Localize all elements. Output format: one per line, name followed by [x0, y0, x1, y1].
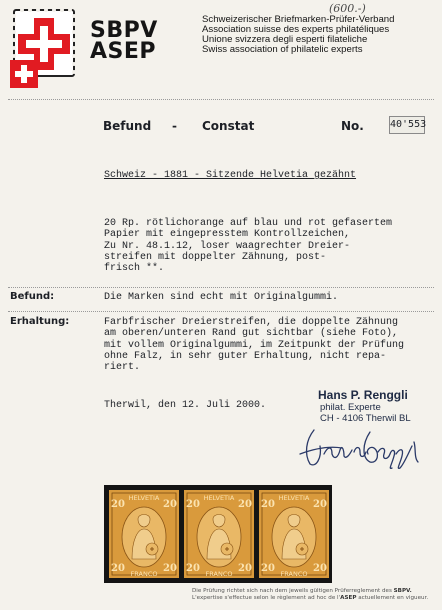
item-description: 20 Rp. rötlichorange auf blau und rot gefasertem Papier mit eingepresstem Kontrollzeichen, Zu Nr. 48.1.12, loser waagrechter Dreier- streifen mit doppelter Zähnung, post- frisch **.	[104, 218, 393, 275]
brand-asep: ASEP	[90, 39, 157, 64]
stamp-bottom-text: FRANCO	[130, 570, 158, 578]
association-it: Unione svizzera degli esperti filateliche	[202, 34, 368, 45]
heading-dash: -	[172, 119, 177, 133]
footer-line1-text: Die Prüfung richtet sich nach dem jeweils gültigen Prüferreglement des	[192, 588, 394, 594]
expert-title: philat. Experte	[320, 402, 381, 413]
stamp-bottom-text: FRANCO	[280, 570, 308, 578]
heading-befund: Befund	[103, 119, 152, 133]
association-names	[202, 15, 394, 55]
stamp-value: 20	[111, 499, 125, 510]
heading-constat: Constat	[202, 119, 255, 133]
brand-sbpv: SBPV	[90, 18, 158, 43]
association-en: Swiss association of philatelic experts	[202, 44, 363, 55]
association-de: Schweizerischer Briefmarken-Prüfer-Verband	[202, 14, 395, 25]
stamp-1	[108, 489, 180, 579]
association-fr: Association suisse des experts philatéliques	[202, 24, 390, 35]
sbpv-logo	[8, 6, 80, 90]
stamp-value: 20	[313, 563, 327, 574]
expert-stamp	[318, 388, 411, 424]
expert-address: CH - 4106 Therwil BL	[320, 413, 411, 424]
befund-text: Die Marken sind echt mit Originalgummi.	[104, 292, 339, 303]
item-title: Schweiz - 1881 - Sitzende Helvetia gezähnt	[104, 170, 357, 181]
header-divider	[8, 99, 434, 100]
stamp-value: 20	[261, 499, 275, 510]
label-befund: Befund:	[10, 291, 55, 302]
stamp-value: 20	[111, 563, 125, 574]
divider-befund	[8, 287, 434, 288]
stamp-value: 20	[163, 499, 177, 510]
handwritten-price-note: (600.-)	[329, 2, 366, 15]
label-erhaltung: Erhaltung:	[10, 316, 70, 327]
footer-line2-end: actuellement en vigueur.	[356, 595, 429, 601]
stamp-top-text: HELVETIA	[278, 494, 310, 502]
stamp-value: 20	[261, 563, 275, 574]
stamp-value: 20	[238, 499, 252, 510]
handwritten-signature	[296, 424, 426, 470]
expert-name: Hans P. Renggli	[318, 388, 408, 402]
stamp-value: 20	[313, 499, 327, 510]
stamp-value: 20	[186, 563, 200, 574]
stamp-top-text: HELVETIA	[203, 494, 235, 502]
certificate-number: 40'553	[389, 116, 425, 134]
footer-note	[192, 588, 438, 602]
stamp-strip-photo	[104, 485, 332, 583]
footer-line2-text: L'expertise s'effectue selon le règlement ad hoc de l'	[192, 595, 341, 601]
footer-line2-asep: ASEP	[340, 595, 357, 601]
number-label: No.	[341, 119, 364, 133]
brand-name	[90, 20, 158, 62]
stamp-value: 20	[163, 563, 177, 574]
stamp-3	[258, 489, 330, 579]
footer-line1-sbpv: SBPV.	[393, 588, 412, 594]
stamp-2	[183, 489, 255, 579]
stamp-bottom-text: FRANCO	[205, 570, 233, 578]
stamp-top-text: HELVETIA	[128, 494, 160, 502]
divider-erhaltung	[8, 311, 434, 312]
stamp-value: 20	[238, 563, 252, 574]
place-date: Therwil, den 12. Juli 2000.	[104, 400, 267, 411]
stamp-value: 20	[186, 499, 200, 510]
erhaltung-text: Farbfrischer Dreierstreifen, die doppelte Zähnung am oberen/unteren Rand gut sichtbar (siehe Foto), mit vollem Originalgummi, im Zeitpunkt der Prüfung ohne Falz, in sehr guter Erhaltung, nicht repa- riert.	[104, 317, 405, 374]
